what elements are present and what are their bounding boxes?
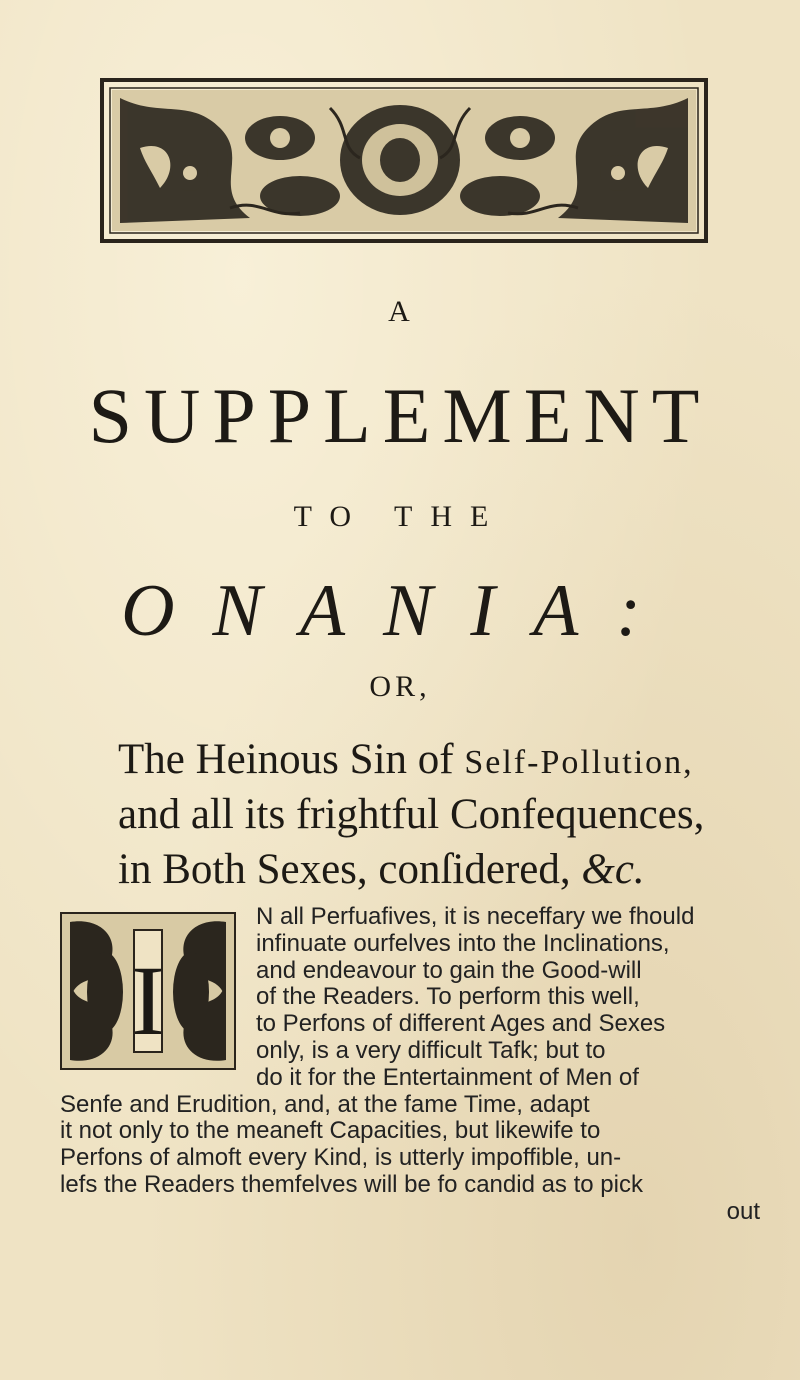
- title-work: ONANIA:: [121, 570, 679, 652]
- body-line: only, is a very difficult Tafk; but to: [256, 1037, 606, 1064]
- subtitle-line-3-start: in Both Sexes, conſidered,: [118, 846, 582, 893]
- body-line: do it for the Entertainment of Men of: [256, 1063, 639, 1091]
- subtitle-line-3: [118, 845, 645, 894]
- title-main: SUPPLEMENT: [88, 372, 712, 459]
- body-line: of the Readers. To perform this well,: [256, 983, 640, 1011]
- subtitle-line-1-caps: Self-Pollution,: [464, 744, 694, 781]
- catchword: out: [726, 1197, 760, 1225]
- subtitle-line-1: [118, 735, 694, 784]
- body-line: to Perfons of different Ages and Sexes: [256, 1010, 666, 1038]
- body-line: infinuate ourfelves into the Inclinations,: [256, 929, 670, 957]
- decorated-initial: [60, 912, 236, 1070]
- subtitle-line-3-etc: &c.: [581, 846, 645, 893]
- title-article: A: [388, 295, 412, 328]
- body-line: Senfe and Erudition, and, at the fame Time, adapt: [60, 1090, 590, 1118]
- body-line: Perfons of almoft every Kind, is utterly impoffible, un-: [60, 1144, 622, 1172]
- title-connector: TO THE: [293, 500, 507, 533]
- body-line: lefs the Readers themfelves will be fo candid as to pick: [60, 1171, 643, 1198]
- body-line: it not only to the meaneft Capacities, but likewife to: [60, 1117, 601, 1145]
- subtitle-line-2: and all its frightful Confequences,: [118, 791, 705, 838]
- subtitle-line-1-start: The Heinous Sin of: [118, 736, 465, 783]
- title-alternative: OR,: [369, 670, 431, 703]
- body-line: and endeavour to gain the Good-will: [256, 956, 642, 984]
- ornamental-headpiece: [100, 78, 708, 243]
- drop-cap-letter: I: [131, 945, 165, 1056]
- body-line: N all Perfuafives, it is neceffary we fhould: [256, 903, 695, 930]
